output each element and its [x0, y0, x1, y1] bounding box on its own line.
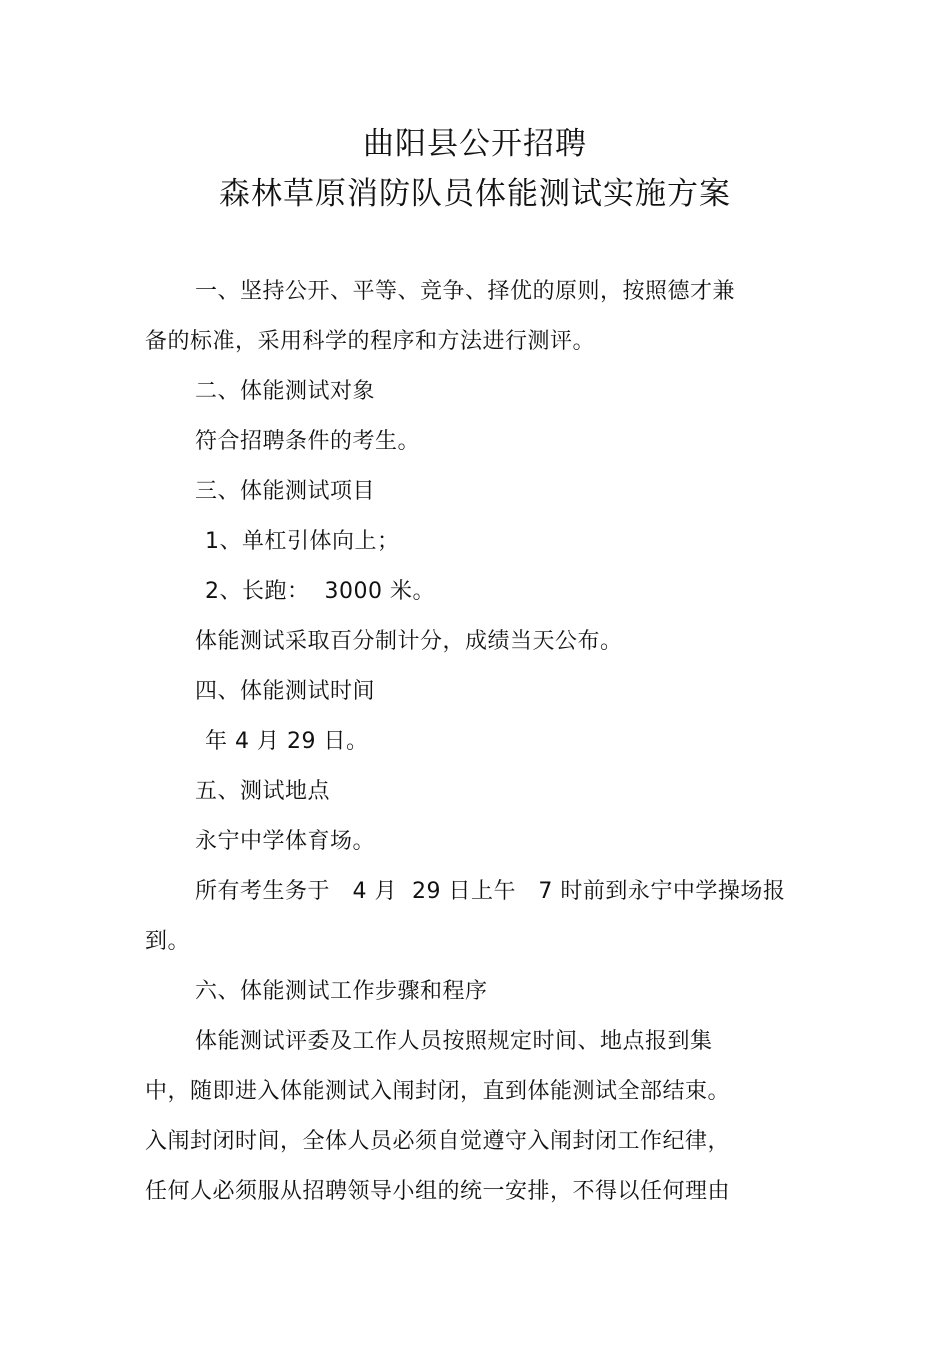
paragraph-line: 到。 — [145, 929, 191, 954]
paragraph-line: 永宁中学体育场。 — [195, 829, 376, 854]
section-heading: 四、体能测试时间 — [195, 679, 376, 704]
section-heading: 二、体能测试对象 — [195, 379, 376, 404]
paragraph-line: 入闱封闭时间，全体人员必须自觉遵守入闱封闭工作纪律， — [145, 1129, 731, 1154]
list-item: 2、长跑： 3000 米。 — [205, 579, 435, 604]
list-item: 1、单杠引体向上； — [205, 529, 400, 554]
paragraph-line: 体能测试评委及工作人员按照规定时间、地点报到集 — [195, 1029, 713, 1054]
paragraph-line: 年 4 月 29 日。 — [205, 729, 369, 754]
document-title-line-2: 森林草原消防队员体能测试实施方案 — [219, 176, 731, 212]
paragraph-line: 一、坚持公开、平等、竞争、择优的原则，按照德才兼 — [195, 279, 736, 304]
paragraph-line: 备的标准，采用科学的程序和方法进行测评。 — [145, 329, 596, 354]
paragraph-line: 任何人必须服从招聘领导小组的统一安排，不得以任何理由 — [145, 1179, 731, 1204]
paragraph-line: 中，随即进入体能测试入闱封闭，直到体能测试全部结束。 — [145, 1079, 731, 1104]
section-heading: 三、体能测试项目 — [195, 479, 376, 504]
section-heading: 六、体能测试工作步骤和程序 — [195, 979, 488, 1004]
paragraph-line: 符合招聘条件的考生。 — [195, 429, 421, 454]
paragraph-line: 体能测试采取百分制计分，成绩当天公布。 — [195, 629, 623, 654]
paragraph-line: 所有考生务于 4 月 29 日上午 7 时前到永宁中学操场报 — [195, 879, 786, 904]
document-title-line-1: 曲阳县公开招聘 — [363, 126, 587, 162]
section-heading: 五、测试地点 — [195, 779, 331, 804]
